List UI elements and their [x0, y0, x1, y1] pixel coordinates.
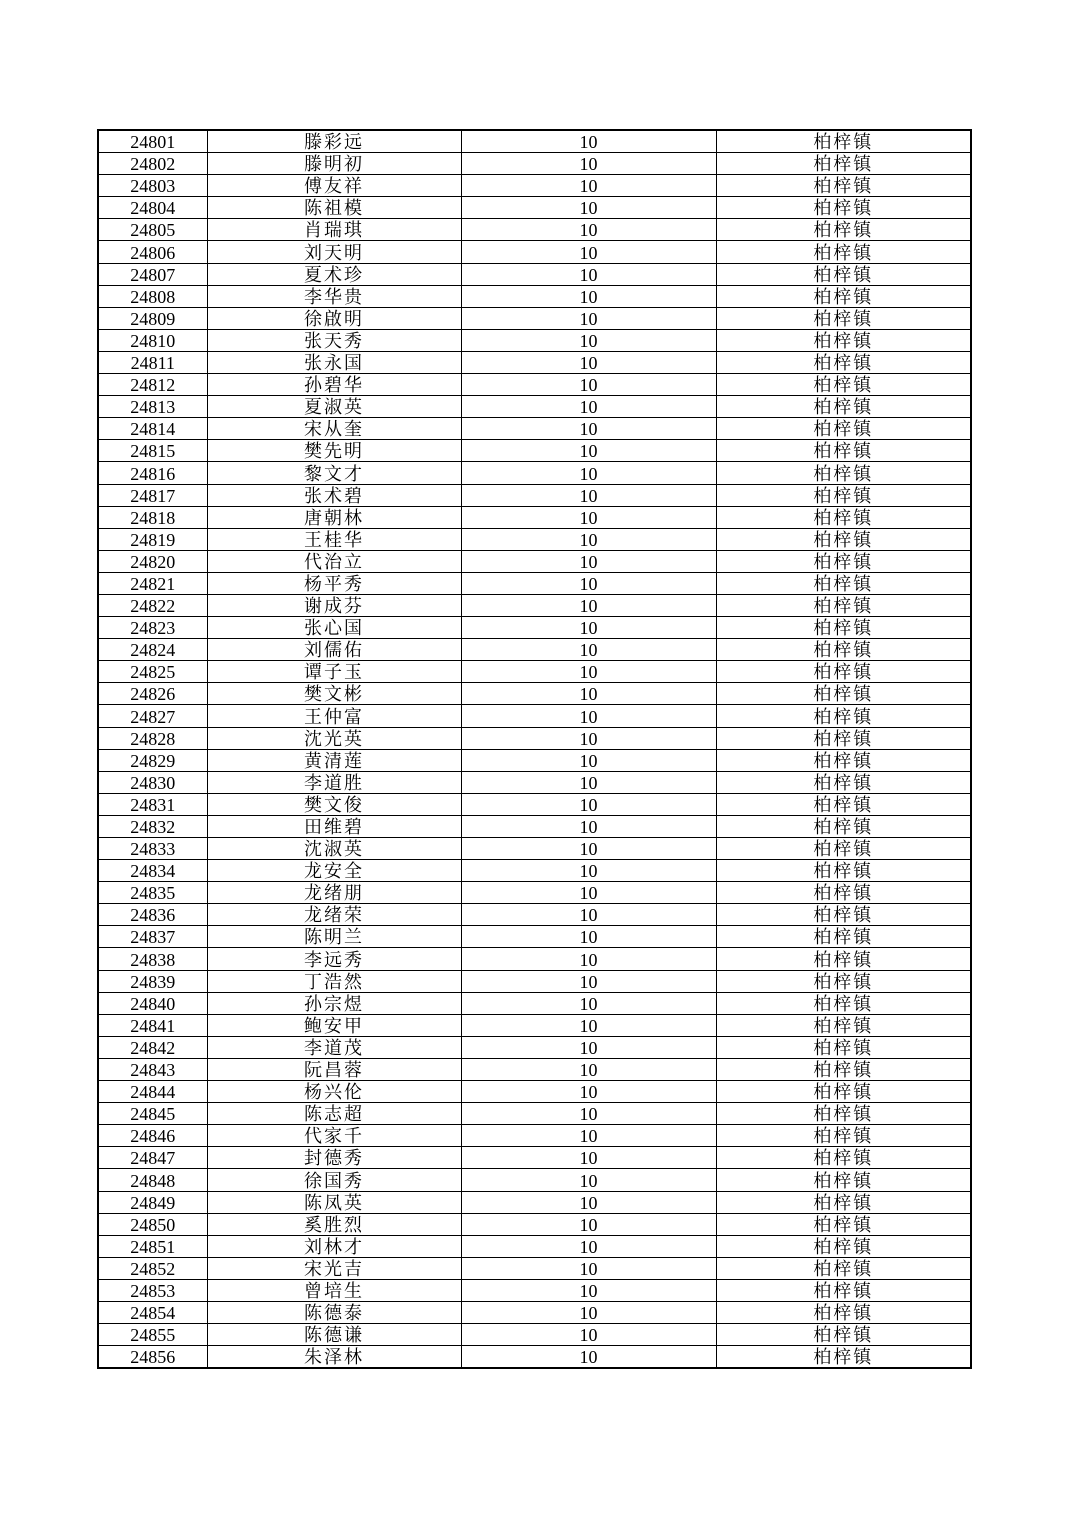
serial-number-cell: 24801 [98, 130, 207, 153]
table-row [98, 1279, 971, 1301]
amount-cell: 10 [461, 1125, 716, 1147]
name-cell: 夏淑英 [207, 396, 461, 418]
amount-cell: 10 [461, 550, 716, 572]
table-row [98, 374, 971, 396]
document-sheet [97, 129, 972, 1369]
town-cell: 柏梓镇 [716, 882, 971, 904]
table-row [98, 1213, 971, 1235]
town-cell: 柏梓镇 [716, 374, 971, 396]
town-cell: 柏梓镇 [716, 1346, 971, 1369]
name-cell: 孙宗煜 [207, 992, 461, 1014]
name-cell: 宋光吉 [207, 1257, 461, 1279]
serial-number-cell: 24804 [98, 197, 207, 219]
table-row [98, 860, 971, 882]
amount-cell: 10 [461, 771, 716, 793]
serial-number-cell: 24846 [98, 1125, 207, 1147]
serial-number-cell: 24825 [98, 661, 207, 683]
town-cell: 柏梓镇 [716, 639, 971, 661]
amount-cell: 10 [461, 1081, 716, 1103]
amount-cell: 10 [461, 462, 716, 484]
amount-cell: 10 [461, 926, 716, 948]
amount-cell: 10 [461, 1191, 716, 1213]
town-cell: 柏梓镇 [716, 1058, 971, 1080]
table-row [98, 197, 971, 219]
name-cell: 夏术珍 [207, 263, 461, 285]
serial-number-cell: 24844 [98, 1081, 207, 1103]
name-cell: 徐啟明 [207, 307, 461, 329]
table-row [98, 241, 971, 263]
table-row [98, 1125, 971, 1147]
table-row [98, 329, 971, 351]
table-row [98, 793, 971, 815]
table-row [98, 396, 971, 418]
amount-cell: 10 [461, 484, 716, 506]
amount-cell: 10 [461, 263, 716, 285]
amount-cell: 10 [461, 1147, 716, 1169]
town-cell: 柏梓镇 [716, 462, 971, 484]
town-cell: 柏梓镇 [716, 970, 971, 992]
name-cell: 唐朝林 [207, 506, 461, 528]
table-row [98, 1081, 971, 1103]
town-cell: 柏梓镇 [716, 661, 971, 683]
name-cell: 谢成芬 [207, 594, 461, 616]
amount-cell: 10 [461, 661, 716, 683]
serial-number-cell: 24852 [98, 1257, 207, 1279]
serial-number-cell: 24843 [98, 1058, 207, 1080]
town-cell: 柏梓镇 [716, 838, 971, 860]
amount-cell: 10 [461, 1014, 716, 1036]
serial-number-cell: 24821 [98, 572, 207, 594]
table-row [98, 1169, 971, 1191]
town-cell: 柏梓镇 [716, 771, 971, 793]
amount-cell: 10 [461, 1036, 716, 1058]
serial-number-cell: 24847 [98, 1147, 207, 1169]
serial-number-cell: 24831 [98, 793, 207, 815]
table-row [98, 1191, 971, 1213]
serial-number-cell: 24835 [98, 882, 207, 904]
name-cell: 孙碧华 [207, 374, 461, 396]
name-cell: 陈明兰 [207, 926, 461, 948]
serial-number-cell: 24836 [98, 904, 207, 926]
table-row [98, 307, 971, 329]
amount-cell: 10 [461, 175, 716, 197]
serial-number-cell: 24807 [98, 263, 207, 285]
table-row [98, 440, 971, 462]
roster-table [97, 129, 972, 1369]
table-row [98, 418, 971, 440]
name-cell: 陈德泰 [207, 1301, 461, 1323]
serial-number-cell: 24823 [98, 617, 207, 639]
town-cell: 柏梓镇 [716, 418, 971, 440]
town-cell: 柏梓镇 [716, 1103, 971, 1125]
name-cell: 黄清莲 [207, 749, 461, 771]
amount-cell: 10 [461, 639, 716, 661]
table-row [98, 175, 971, 197]
name-cell: 王桂华 [207, 528, 461, 550]
amount-cell: 10 [461, 130, 716, 153]
amount-cell: 10 [461, 1257, 716, 1279]
serial-number-cell: 24841 [98, 1014, 207, 1036]
amount-cell: 10 [461, 219, 716, 241]
town-cell: 柏梓镇 [716, 1036, 971, 1058]
table-row [98, 815, 971, 837]
name-cell: 刘天明 [207, 241, 461, 263]
table-row [98, 153, 971, 175]
name-cell: 张永国 [207, 351, 461, 373]
serial-number-cell: 24830 [98, 771, 207, 793]
table-row [98, 462, 971, 484]
name-cell: 黎文才 [207, 462, 461, 484]
town-cell: 柏梓镇 [716, 1324, 971, 1346]
town-cell: 柏梓镇 [716, 705, 971, 727]
amount-cell: 10 [461, 1058, 716, 1080]
amount-cell: 10 [461, 1346, 716, 1369]
town-cell: 柏梓镇 [716, 683, 971, 705]
amount-cell: 10 [461, 727, 716, 749]
amount-cell: 10 [461, 197, 716, 219]
name-cell: 谭子玉 [207, 661, 461, 683]
serial-number-cell: 24849 [98, 1191, 207, 1213]
name-cell: 陈志超 [207, 1103, 461, 1125]
town-cell: 柏梓镇 [716, 1301, 971, 1323]
serial-number-cell: 24822 [98, 594, 207, 616]
name-cell: 陈祖模 [207, 197, 461, 219]
serial-number-cell: 24810 [98, 329, 207, 351]
town-cell: 柏梓镇 [716, 992, 971, 1014]
name-cell: 杨兴伦 [207, 1081, 461, 1103]
amount-cell: 10 [461, 948, 716, 970]
name-cell: 滕彩远 [207, 130, 461, 153]
name-cell: 张术碧 [207, 484, 461, 506]
serial-number-cell: 24853 [98, 1279, 207, 1301]
table-row [98, 771, 971, 793]
town-cell: 柏梓镇 [716, 506, 971, 528]
serial-number-cell: 24828 [98, 727, 207, 749]
table-row [98, 528, 971, 550]
name-cell: 龙绪朋 [207, 882, 461, 904]
serial-number-cell: 24809 [98, 307, 207, 329]
name-cell: 樊文彬 [207, 683, 461, 705]
name-cell: 封德秀 [207, 1147, 461, 1169]
town-cell: 柏梓镇 [716, 815, 971, 837]
serial-number-cell: 24848 [98, 1169, 207, 1191]
amount-cell: 10 [461, 572, 716, 594]
serial-number-cell: 24829 [98, 749, 207, 771]
town-cell: 柏梓镇 [716, 1213, 971, 1235]
name-cell: 傅友祥 [207, 175, 461, 197]
serial-number-cell: 24824 [98, 639, 207, 661]
name-cell: 樊先明 [207, 440, 461, 462]
table-row [98, 1301, 971, 1323]
name-cell: 王仲富 [207, 705, 461, 727]
serial-number-cell: 24827 [98, 705, 207, 727]
town-cell: 柏梓镇 [716, 594, 971, 616]
table-row [98, 727, 971, 749]
name-cell: 刘儒佑 [207, 639, 461, 661]
name-cell: 阮昌蓉 [207, 1058, 461, 1080]
town-cell: 柏梓镇 [716, 1191, 971, 1213]
table-row [98, 1257, 971, 1279]
serial-number-cell: 24817 [98, 484, 207, 506]
serial-number-cell: 24816 [98, 462, 207, 484]
town-cell: 柏梓镇 [716, 1125, 971, 1147]
town-cell: 柏梓镇 [716, 175, 971, 197]
amount-cell: 10 [461, 838, 716, 860]
town-cell: 柏梓镇 [716, 263, 971, 285]
name-cell: 陈德谦 [207, 1324, 461, 1346]
name-cell: 樊文俊 [207, 793, 461, 815]
table-row [98, 992, 971, 1014]
table-row [98, 882, 971, 904]
table-row [98, 285, 971, 307]
name-cell: 陈凤英 [207, 1191, 461, 1213]
table-row [98, 705, 971, 727]
table-row [98, 351, 971, 373]
serial-number-cell: 24845 [98, 1103, 207, 1125]
name-cell: 代家千 [207, 1125, 461, 1147]
amount-cell: 10 [461, 153, 716, 175]
table-row [98, 904, 971, 926]
amount-cell: 10 [461, 1279, 716, 1301]
town-cell: 柏梓镇 [716, 904, 971, 926]
amount-cell: 10 [461, 418, 716, 440]
table-row [98, 1346, 971, 1369]
name-cell: 杨平秀 [207, 572, 461, 594]
amount-cell: 10 [461, 1301, 716, 1323]
amount-cell: 10 [461, 440, 716, 462]
table-row [98, 683, 971, 705]
town-cell: 柏梓镇 [716, 727, 971, 749]
amount-cell: 10 [461, 992, 716, 1014]
serial-number-cell: 24802 [98, 153, 207, 175]
town-cell: 柏梓镇 [716, 484, 971, 506]
serial-number-cell: 24812 [98, 374, 207, 396]
table-row [98, 749, 971, 771]
serial-number-cell: 24819 [98, 528, 207, 550]
serial-number-cell: 24820 [98, 550, 207, 572]
name-cell: 鲍安甲 [207, 1014, 461, 1036]
town-cell: 柏梓镇 [716, 440, 971, 462]
serial-number-cell: 24815 [98, 440, 207, 462]
name-cell: 宋从奎 [207, 418, 461, 440]
amount-cell: 10 [461, 1213, 716, 1235]
name-cell: 沈光英 [207, 727, 461, 749]
town-cell: 柏梓镇 [716, 351, 971, 373]
name-cell: 滕明初 [207, 153, 461, 175]
name-cell: 朱泽林 [207, 1346, 461, 1369]
name-cell: 张心国 [207, 617, 461, 639]
table-row [98, 506, 971, 528]
serial-number-cell: 24818 [98, 506, 207, 528]
serial-number-cell: 24811 [98, 351, 207, 373]
serial-number-cell: 24837 [98, 926, 207, 948]
table-row [98, 219, 971, 241]
table-row [98, 970, 971, 992]
town-cell: 柏梓镇 [716, 572, 971, 594]
town-cell: 柏梓镇 [716, 1279, 971, 1301]
amount-cell: 10 [461, 970, 716, 992]
table-row [98, 926, 971, 948]
town-cell: 柏梓镇 [716, 219, 971, 241]
table-row [98, 1147, 971, 1169]
town-cell: 柏梓镇 [716, 617, 971, 639]
town-cell: 柏梓镇 [716, 396, 971, 418]
table-row [98, 550, 971, 572]
serial-number-cell: 24805 [98, 219, 207, 241]
serial-number-cell: 24842 [98, 1036, 207, 1058]
town-cell: 柏梓镇 [716, 550, 971, 572]
amount-cell: 10 [461, 815, 716, 837]
name-cell: 李华贵 [207, 285, 461, 307]
name-cell: 李道茂 [207, 1036, 461, 1058]
table-row [98, 263, 971, 285]
serial-number-cell: 24850 [98, 1213, 207, 1235]
table-row [98, 130, 971, 153]
amount-cell: 10 [461, 705, 716, 727]
table-row [98, 639, 971, 661]
serial-number-cell: 24808 [98, 285, 207, 307]
name-cell: 代治立 [207, 550, 461, 572]
amount-cell: 10 [461, 528, 716, 550]
amount-cell: 10 [461, 1169, 716, 1191]
town-cell: 柏梓镇 [716, 197, 971, 219]
amount-cell: 10 [461, 904, 716, 926]
table-row [98, 1036, 971, 1058]
serial-number-cell: 24832 [98, 815, 207, 837]
table-row [98, 661, 971, 683]
name-cell: 田维碧 [207, 815, 461, 837]
table-row [98, 1103, 971, 1125]
town-cell: 柏梓镇 [716, 1169, 971, 1191]
table-row [98, 948, 971, 970]
serial-number-cell: 24833 [98, 838, 207, 860]
name-cell: 肖瑞琪 [207, 219, 461, 241]
town-cell: 柏梓镇 [716, 241, 971, 263]
amount-cell: 10 [461, 793, 716, 815]
town-cell: 柏梓镇 [716, 329, 971, 351]
town-cell: 柏梓镇 [716, 528, 971, 550]
amount-cell: 10 [461, 241, 716, 263]
serial-number-cell: 24855 [98, 1324, 207, 1346]
town-cell: 柏梓镇 [716, 285, 971, 307]
amount-cell: 10 [461, 617, 716, 639]
table-row [98, 1058, 971, 1080]
town-cell: 柏梓镇 [716, 948, 971, 970]
town-cell: 柏梓镇 [716, 307, 971, 329]
serial-number-cell: 24826 [98, 683, 207, 705]
name-cell: 李道胜 [207, 771, 461, 793]
town-cell: 柏梓镇 [716, 1257, 971, 1279]
name-cell: 沈淑英 [207, 838, 461, 860]
table-row [98, 1324, 971, 1346]
table-row [98, 1014, 971, 1036]
town-cell: 柏梓镇 [716, 153, 971, 175]
serial-number-cell: 24803 [98, 175, 207, 197]
amount-cell: 10 [461, 749, 716, 771]
serial-number-cell: 24814 [98, 418, 207, 440]
amount-cell: 10 [461, 329, 716, 351]
serial-number-cell: 24834 [98, 860, 207, 882]
town-cell: 柏梓镇 [716, 926, 971, 948]
town-cell: 柏梓镇 [716, 860, 971, 882]
amount-cell: 10 [461, 882, 716, 904]
table-row [98, 838, 971, 860]
name-cell: 李远秀 [207, 948, 461, 970]
name-cell: 曾培生 [207, 1279, 461, 1301]
town-cell: 柏梓镇 [716, 793, 971, 815]
town-cell: 柏梓镇 [716, 1081, 971, 1103]
town-cell: 柏梓镇 [716, 749, 971, 771]
table-row [98, 617, 971, 639]
amount-cell: 10 [461, 374, 716, 396]
amount-cell: 10 [461, 506, 716, 528]
table-row [98, 572, 971, 594]
serial-number-cell: 24806 [98, 241, 207, 263]
amount-cell: 10 [461, 285, 716, 307]
table-row [98, 484, 971, 506]
amount-cell: 10 [461, 1324, 716, 1346]
serial-number-cell: 24851 [98, 1235, 207, 1257]
amount-cell: 10 [461, 307, 716, 329]
name-cell: 张天秀 [207, 329, 461, 351]
table-row [98, 594, 971, 616]
amount-cell: 10 [461, 860, 716, 882]
town-cell: 柏梓镇 [716, 1235, 971, 1257]
serial-number-cell: 24813 [98, 396, 207, 418]
name-cell: 龙绪荣 [207, 904, 461, 926]
town-cell: 柏梓镇 [716, 1014, 971, 1036]
roster-table-body [98, 130, 971, 1368]
name-cell: 丁浩然 [207, 970, 461, 992]
serial-number-cell: 24839 [98, 970, 207, 992]
serial-number-cell: 24854 [98, 1301, 207, 1323]
amount-cell: 10 [461, 1103, 716, 1125]
serial-number-cell: 24838 [98, 948, 207, 970]
name-cell: 徐国秀 [207, 1169, 461, 1191]
town-cell: 柏梓镇 [716, 130, 971, 153]
amount-cell: 10 [461, 396, 716, 418]
serial-number-cell: 24856 [98, 1346, 207, 1369]
amount-cell: 10 [461, 594, 716, 616]
serial-number-cell: 24840 [98, 992, 207, 1014]
name-cell: 奚胜烈 [207, 1213, 461, 1235]
name-cell: 龙安全 [207, 860, 461, 882]
amount-cell: 10 [461, 683, 716, 705]
town-cell: 柏梓镇 [716, 1147, 971, 1169]
name-cell: 刘林才 [207, 1235, 461, 1257]
amount-cell: 10 [461, 1235, 716, 1257]
table-row [98, 1235, 971, 1257]
amount-cell: 10 [461, 351, 716, 373]
